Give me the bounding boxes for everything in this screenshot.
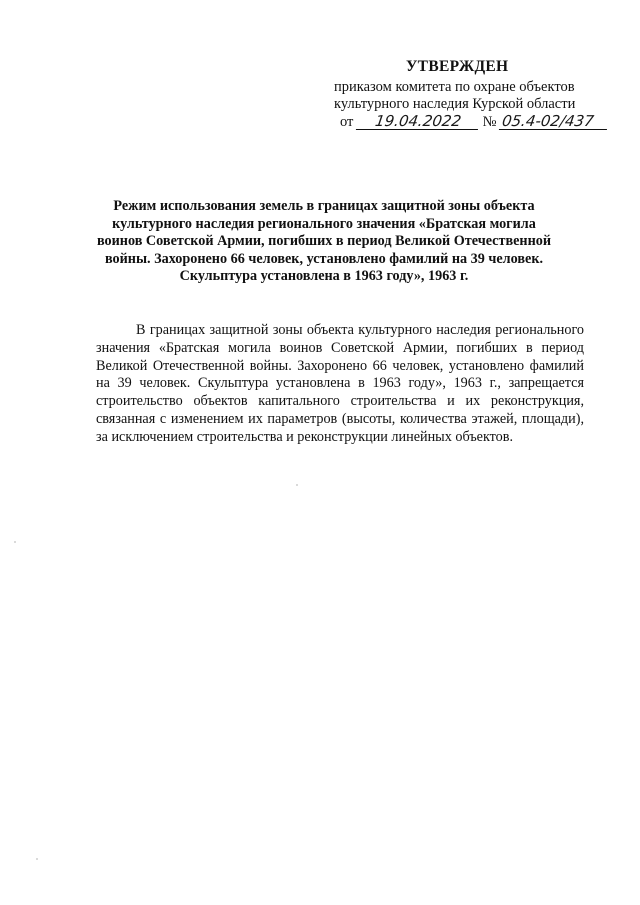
- approval-order-line-1: приказом комитета по охране объектов: [334, 79, 575, 95]
- scan-speck: [296, 484, 298, 486]
- approval-stamp-block: [334, 58, 594, 134]
- handwritten-order-date: 19.04.2022: [356, 114, 480, 130]
- date-from-label: от: [340, 114, 354, 130]
- number-label: №: [482, 114, 497, 130]
- handwritten-order-number: 05.4-02/437: [499, 114, 609, 130]
- document-title: Режим использования земель в границах защитной зоны объекта культурного наследия регионального значения «Братская могила воинов Советской Армии, погибших в период Великой Отечественной войны. Захоронено 66 человек, установлено фамилий на 39 человек. Скульптура установлена в 1963 году», 1963 г.: [96, 198, 552, 285]
- document-body-paragraph: В границах защитной зоны объекта культурного наследия регионального значения «Братская могила воинов Советской Армии, погибших в период Великой Отечественной войны. Захоронено 66 человек, установлено фамилий на 39 человек. Скульптура установлена в 1963 году», 1963 г., запрещается строительство объектов капитального строительства и их реконструкция, связанная с изменением их параметров (высоты, количества этажей, площади), за исключением строительства и реконструкции линейных объектов.: [96, 322, 584, 445]
- approved-heading: УТВЕРЖДЕН: [406, 58, 509, 75]
- scan-speck: [14, 541, 16, 543]
- approval-order-line-2: культурного наследия Курской области: [334, 96, 576, 112]
- scan-speck: [36, 858, 38, 860]
- order-date-number-line: [340, 114, 594, 134]
